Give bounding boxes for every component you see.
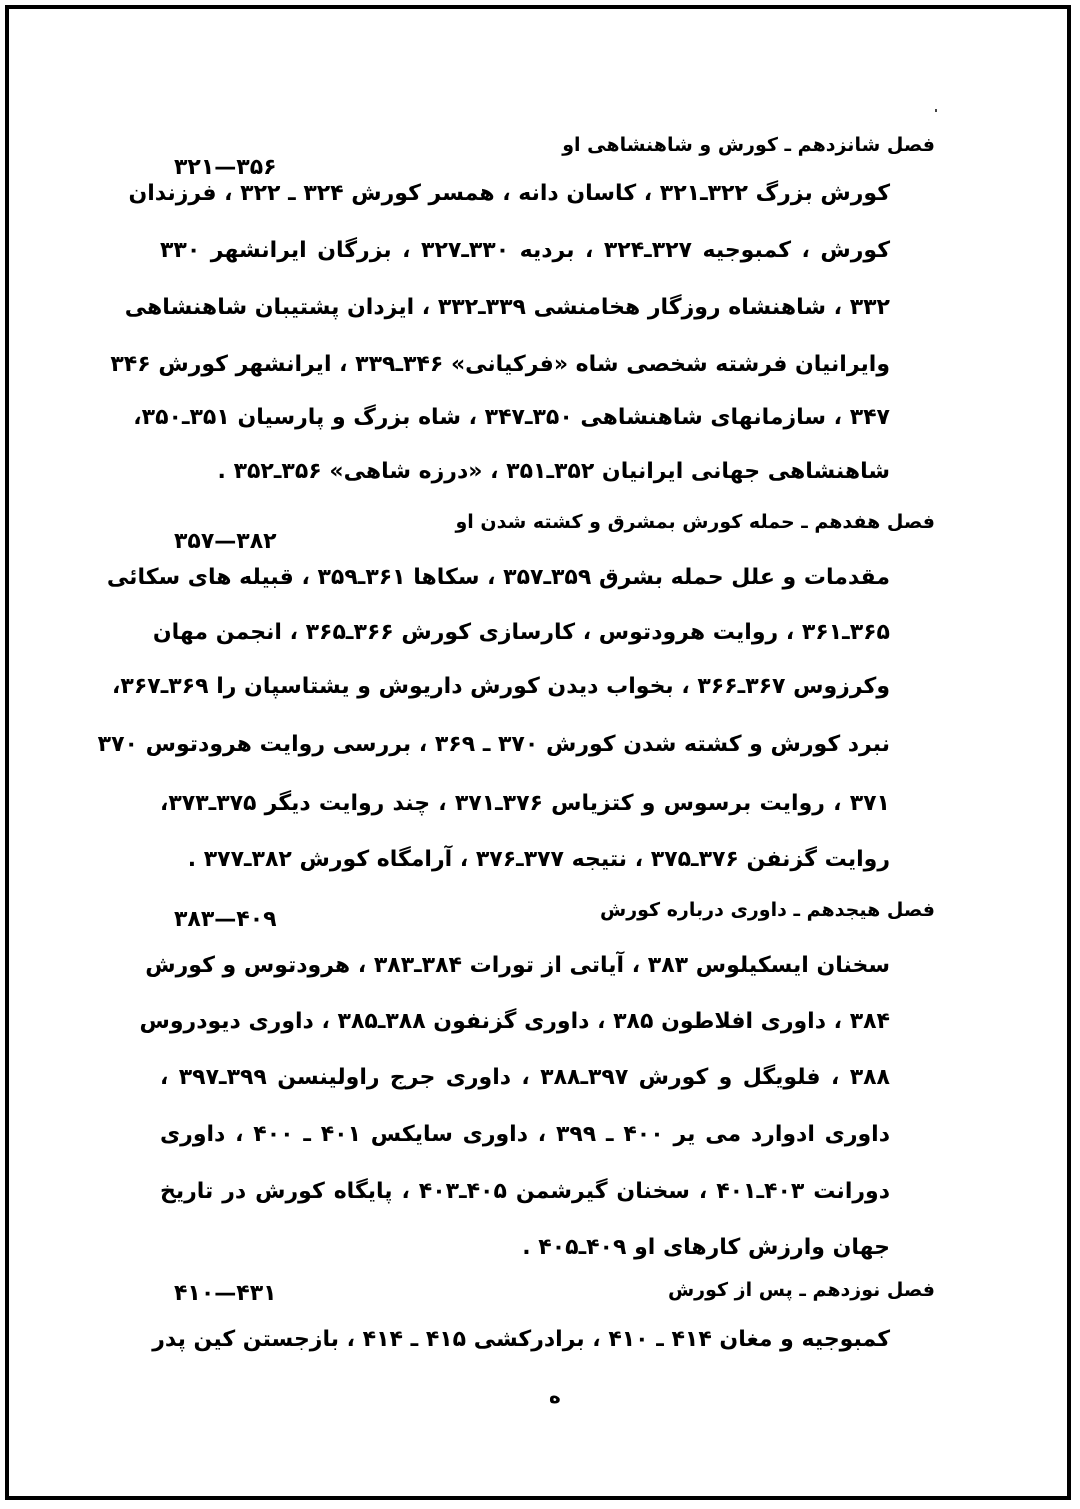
text-line: شاهنشاهی جهانی ایرانیان ۳۵۲ـ۳۵۱ ، «درزه شاهی» ۳۵۶ـ۳۵۲ . (217, 459, 890, 484)
section-title-17: فصل هفدهم ـ حمله کورش بمشرق و کشته شدن او (455, 511, 935, 533)
text-line: ۳۸۸ ، فلویگل و کورش ۳۹۷ـ۳۸۸ ، داوری جرج راولینسن ۳۹۹ـ۳۹۷ ، (160, 1065, 890, 1090)
text-line: داوری ادوارد می یر ۴۰۰ ـ ۳۹۹ ، داوری سایکس ۴۰۱ ـ ۴۰۰ ، داوری (160, 1122, 890, 1147)
text-line: ۳۴۷ ، سازمانهای شاهنشاهی ۳۵۰ـ۳۴۷ ، شاه بزرگ و پارسیان ۳۵۱ـ۳۵۰، (133, 405, 890, 430)
section-page-range-19: ۴۱۰—۴۳۱ (174, 1281, 277, 1306)
text-line: وکرزوس ۳۶۷ـ۳۶۶ ، بخواب دیدن کورش داریوش و یشتاسپان را ۳۶۹ـ۳۶۷، (112, 674, 890, 699)
text-line: ۳۷۱ ، روایت برسوس و کتزیاس ۳۷۶ـ۳۷۱ ، چند روایت دیگر ۳۷۵ـ۳۷۳، (160, 791, 890, 816)
text-line: ۳۸۴ ، داوری افلاطون ۳۸۵ ، داوری گزنفون ۳۸۸ـ۳۸۵ ، داوری دیودروس (139, 1009, 890, 1034)
section-title-18: فصل هیجدهم ـ داوری درباره کورش (599, 899, 935, 921)
page-number: ه (549, 1384, 561, 1408)
text-line: نبرد کورش و کشته شدن کورش ۳۷۰ ـ ۳۶۹ ، بررسی روایت هرودتوس ۳۷۰ (97, 732, 890, 757)
text-line: کمبوجیه و مغان ۴۱۴ ـ ۴۱۰ ، برادرکشی ۴۱۵ ـ ۴۱۴ ، بازجستن کین پدر (152, 1327, 890, 1352)
section-title-19: فصل نوزدهم ـ پس از کورش (667, 1279, 935, 1301)
text-line: روایت گزنفن ۳۷۶ـ۳۷۵ ، نتیجه ۳۷۷ـ۳۷۶ ، آرامگاه کورش ۳۸۲ـ۳۷۷ . (187, 847, 890, 872)
text-line: ۳۶۵ـ۳۶۱ ، روایت هرودتوس ، کارسازی کورش ۳۶۶ـ۳۶۵ ، انجمن مهان (152, 620, 890, 645)
text-line: کورش بزرگ ۳۲۲ـ۳۲۱ ، کاسان دانه ، همسر کورش ۳۲۴ ـ ۳۲۲ ، فرزندان (128, 181, 890, 206)
text-line: کورش ، کمبوجیه ۳۲۷ـ۳۲۴ ، بردیه ۳۳۰ـ۳۲۷ ، بزرگان ایرانشهر ۳۳۰ (160, 238, 890, 263)
document-page (5, 5, 1071, 1500)
text-line: دورانت ۴۰۳ـ۴۰۱ ، سخنان گیرشمن ۴۰۵ـ۴۰۳ ، پایگاه کورش در تاریخ (160, 1179, 890, 1204)
scan-artifact (935, 109, 937, 112)
text-line: وایرانیان فرشته شخصی شاه «فرکیانی» ۳۴۶ـ۳۳۹ ، ایرانشهر کورش ۳۴۶ (110, 352, 890, 377)
text-line: جهان وارزش کارهای او ۴۰۹ـ۴۰۵ . (522, 1235, 890, 1260)
section-title-16: فصل شانزدهم ـ کورش و شاهنشاهی او (562, 134, 935, 156)
text-line: ۳۳۲ ، شاهنشاه روزگار هخامنشی ۳۳۹ـ۳۳۲ ، ایزدان پشتیبان شاهنشاهی (124, 295, 890, 320)
section-page-range-18: ۳۸۳—۴۰۹ (174, 907, 277, 932)
text-line: سخنان ایسکیلوس ۳۸۳ ، آیاتی از تورات ۳۸۴ـ۳۸۳ ، هرودتوس و کورش (145, 953, 890, 978)
section-page-range-16: ۳۲۱—۳۵۶ (174, 155, 277, 180)
text-line: مقدمات و علل حمله بشرق ۳۵۹ـ۳۵۷ ، سکاها ۳۶۱ـ۳۵۹ ، قبیله های سکائی (106, 565, 890, 590)
section-page-range-17: ۳۵۷—۳۸۲ (174, 529, 277, 554)
